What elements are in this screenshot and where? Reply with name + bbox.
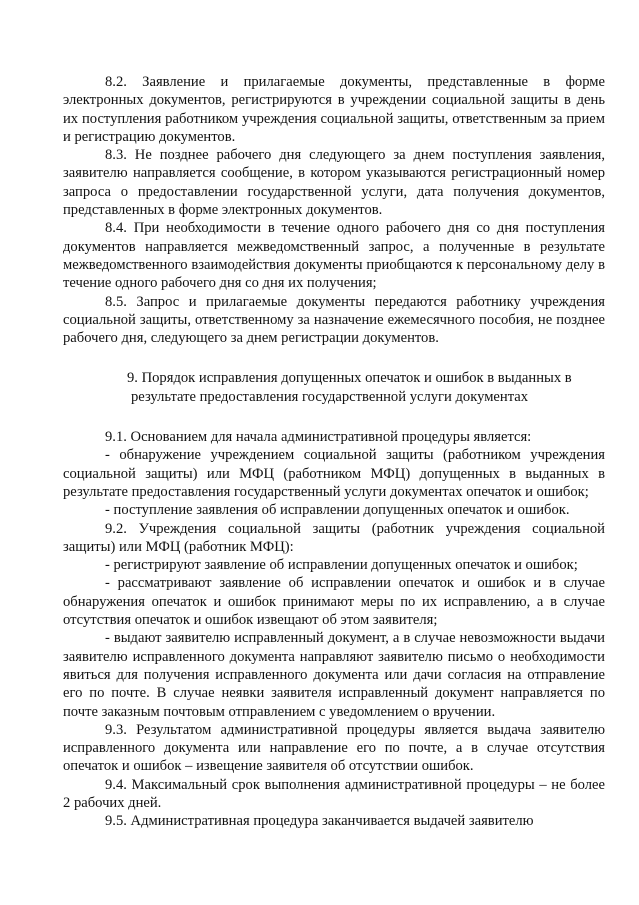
- paragraph-9-1-item-a: - обнаружение учреждением социальной защиты (работником учреждения социальной защиты) или МФЦ (работником МФЦ) допущенных в выданных в результате предоставления государственный услуги документах опечаток и ошибок;: [63, 447, 605, 500]
- paragraph-9-2-item-c: - выдают заявителю исправленный документ, а в случае невозможности выдачи заявителю исправленного документа направляют заявителю письмо о необходимости явиться для получения исправленного документа или дачи согласия на отправление его по почте. В случае неявки заявителя исправленный документ направляется по почте заказным почтовым отправлением с уведомлением о вручении.: [63, 630, 605, 720]
- paragraph-9-2-item-b: - рассматривают заявление об исправлении опечаток и ошибок и в случае обнаружения опечаток и ошибок принимают меры по их исправлению, а в случае отсутствия опечаток и ошибок извещают об этом заявителя;: [63, 575, 605, 629]
- section-9-heading-line-1: 9. Порядок исправления допущенных опечаток и ошибок в выданных в: [127, 370, 572, 387]
- paragraph-9-2-item-a: - регистрируют заявление об исправлении допущенных опечаток и ошибок;: [105, 557, 578, 574]
- paragraph-9-2: 9.2. Учреждения социальной защиты (работник учреждения социальной защиты) или МФЦ (работник МФЦ):: [63, 520, 605, 555]
- paragraph-9-4: 9.4. Максимальный срок выполнения административной процедуры – не более 2 рабочих дней.: [63, 776, 605, 811]
- paragraph-8-4: 8.4. При необходимости в течение одного рабочего дня со дня поступления документов направляется межведомственный запрос, а полученные в результате межведомственного взаимодействия документы приобщаются к персональному делу в течение одного рабочего дня со дня их получения;: [63, 220, 605, 292]
- paragraph-8-2: 8.2. Заявление и прилагаемые документы, представленные в форме электронных документов, регистрируются в учреждении социальной защиты в день их поступления работником учреждения социальной защиты, ответственным за прием и регистрацию документов.: [63, 74, 605, 145]
- paragraph-9-5: 9.5. Административная процедура заканчивается выдачей заявителю: [105, 813, 534, 830]
- section-9-heading: [63, 369, 605, 406]
- section-9-heading-line-2: результате предоставления государственной услуги документах: [131, 388, 529, 405]
- paragraph-9-3: 9.3. Результатом административной процедуры является выдача заявителю исправленного документа или направление его по почте, а в случае отсутствия опечаток и ошибок – извещение заявителя об отсутствии ошибок.: [63, 721, 605, 775]
- paragraph-8-3: 8.3. Не позднее рабочего дня следующего за днем поступления заявления, заявителю направляется сообщение, в котором указываются регистрационный номер запроса о предоставлении государственной услуги, дата получения документов, представленных в форме электронных документов.: [63, 147, 605, 219]
- paragraph-9-1-item-b: - поступление заявления об исправлении допущенных опечаток и ошибок.: [105, 502, 570, 519]
- document-page: [63, 73, 605, 831]
- paragraph-8-5: 8.5. Запрос и прилагаемые документы передаются работнику учреждения социальной защиты, ответственному за назначение ежемесячного пособия, не позднее рабочего дня, следующего за днем регистрации документов.: [63, 293, 605, 347]
- paragraph-9-1: 9.1. Основанием для начала административной процедуры является:: [105, 429, 532, 446]
